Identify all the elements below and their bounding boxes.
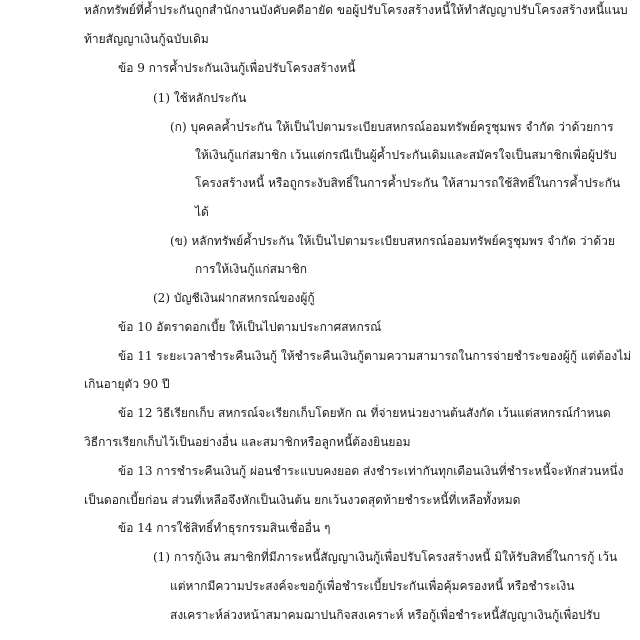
sub-sub-item: (ก) บุคคลค้ำประกัน ให้เป็นไปตามระเบียบสหกรณ์ออมทรัพย์ครูชุมพร จำกัด ว่าด้วยการ xyxy=(170,120,614,134)
sub-item: (1) การกู้เงิน สมาชิกที่มีภาระหนี้สัญญาเงินกู้เพื่อปรับโครงสร้างหนี้ มิให้รับสิทธิ์ในการกู้ เว้น xyxy=(153,550,618,564)
clause-heading: ข้อ 10 อัตราดอกเบี้ย ให้เป็นไปตามประกาศสหกรณ์ xyxy=(118,320,382,334)
clause-heading: ข้อ 9 การค้ำประกันเงินกู้เพื่อปรับโครงสร้างหนี้ xyxy=(118,61,356,75)
text-line: เกินอายุตัว 90 ปี xyxy=(84,377,170,391)
sub-item: (2) บัญชีเงินฝากสหกรณ์ของผู้กู้ xyxy=(153,291,315,305)
text-line: หลักทรัพย์ที่ค้ำประกันถูกสำนักงานบังคับคดีอายัด ขอผู้ปรับโครงสร้างหนี้ให้ทำสัญญาปรับโครงสร้างหนี้แนบ xyxy=(84,3,628,17)
clause-heading: ข้อ 14 การใช้สิทธิ์ทำธุรกรรมสินเชื่ออื่น ๆ xyxy=(118,521,331,535)
text-line: ได้ xyxy=(195,205,209,219)
clause-heading: ข้อ 13 การชำระคืนเงินกู้ ผ่อนชำระแบบคงยอด ส่งชำระเท่ากันทุกเดือนเงินที่ชำระหนี้จะหักส่วนหนึ่ง xyxy=(118,464,624,478)
text-line: แต่หากมีความประสงค์จะขอกู้เพื่อชำระเบี้ยประกันเพื่อคุ้มครองหนี้ หรือชำระเงิน xyxy=(170,579,575,593)
text-line: วิธีการเรียกเก็บไว้เป็นอย่างอื่น และสมาชิกหรือลูกหนี้ต้องยินยอม xyxy=(84,435,411,449)
sub-sub-item: (ข) หลักทรัพย์ค้ำประกัน ให้เป็นไปตามระเบียบสหกรณ์ออมทรัพย์ครูชุมพร จำกัด ว่าด้วย xyxy=(170,234,615,248)
text-line: เป็นดอกเบี้ยก่อน ส่วนที่เหลือจึงหักเป็นเงินต้น ยกเว้นงวดสุดท้ายชำระหนี้ที่เหลือทั้งหมด xyxy=(84,493,521,507)
text-line: ให้เงินกู้แก่สมาชิก เว้นแต่กรณีเป็นผู้ค้ำประกันเดิมและสมัครใจเป็นสมาชิกเพื่อผู้ปรับ xyxy=(195,148,617,162)
text-line: โครงสร้างหนี้ หรือถูกระงับสิทธิ์ในการค้ำประกัน ให้สามารถใช้สิทธิ์ในการค้ำประกัน xyxy=(195,176,621,190)
text-line: การให้เงินกู้แก่สมาชิก xyxy=(195,262,308,276)
text-line: สงเคราะห์ล่วงหน้าสมาคมฌาปนกิจสงเคราะห์ หรือกู้เพื่อชำระหนี้สัญญาเงินกู้เพื่อปรับ xyxy=(170,608,601,622)
clause-heading: ข้อ 12 วิธีเรียกเก็บ สหกรณ์จะเรียกเก็บโดยหัก ณ ที่จ่ายหน่วยงานต้นสังกัด เว้นแต่สหกรณ์กำหนด xyxy=(118,406,611,420)
sub-item: (1) ใช้หลักประกัน xyxy=(153,91,247,105)
clause-heading: ข้อ 11 ระยะเวลาชำระคืนเงินกู้ ให้ชำระคืนเงินกู้ตามความสามารถในการจ่ายชำระของผู้กู้ แต่ต้องไม่ xyxy=(118,349,632,363)
text-line: ท้ายสัญญาเงินกู้ฉบับเดิม xyxy=(84,32,209,46)
